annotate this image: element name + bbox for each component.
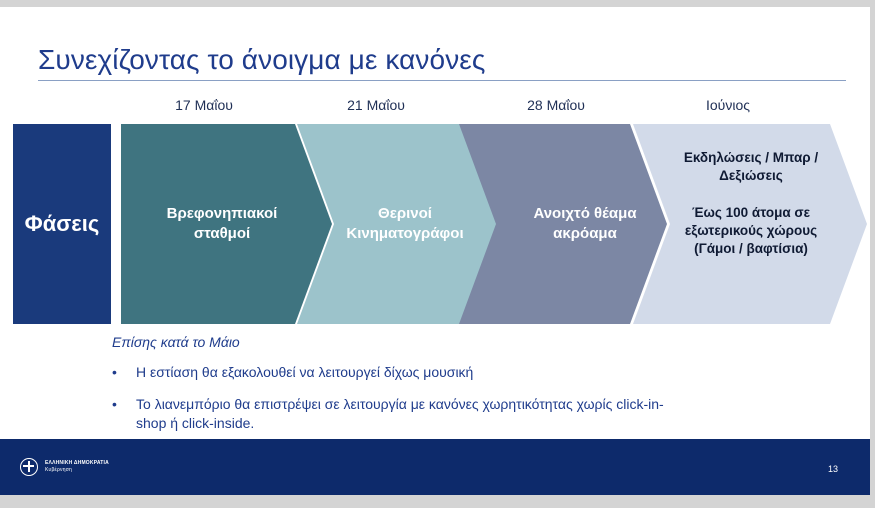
- slide: [0, 7, 870, 495]
- gov-line-2: Κυβέρνηση: [45, 467, 72, 473]
- bullet-text-2: Το λιανεμπόριο θα επιστρέψει σε λειτουργία με κανόνες χωρητικότητας χωρίς click-in-shop ή click-inside.: [136, 396, 664, 431]
- phase-1-text: Βρεφονηπιακοί σταθμοί: [166, 205, 278, 242]
- bullet-text-1: Η εστίαση θα εξακολουθεί να λειτουργεί δίχως μουσική: [136, 364, 474, 380]
- phases-label: Φάσεις: [24, 211, 100, 236]
- bullet-item-2: [112, 395, 712, 435]
- bullet-dot-icon: •: [112, 364, 117, 380]
- greek-cross-emblem-icon: [20, 458, 38, 476]
- government-logo-text: [45, 460, 109, 474]
- phase-4-text-line1: Εκδηλώσεις / Μπαρ / Δεξιώσεις: [683, 150, 819, 183]
- phase-3-text: Ανοιχτό θέαμα ακρόαμα: [533, 205, 637, 242]
- date-label-4: Ιούνιος: [706, 97, 750, 113]
- date-label-2: 21 Μαΐου: [347, 97, 405, 113]
- bullet-item-1: [112, 363, 712, 383]
- bullet-dot-icon: •: [112, 396, 117, 412]
- page-number: 13: [827, 464, 838, 474]
- slide-title: Συνεχίζοντας το άνοιγμα με κανόνες: [38, 44, 486, 75]
- footer-bar: [0, 439, 870, 495]
- also-heading: Επίσης κατά το Μάιο: [112, 334, 240, 350]
- gov-line-1: ΕΛΛΗΝΙΚΗ ΔΗΜΟΚΡΑΤΙΑ: [45, 460, 109, 466]
- date-label-1: 17 Μαΐου: [175, 97, 233, 113]
- phase-2-text: Θερινοί Κινηματογράφοι: [346, 205, 464, 242]
- date-label-3: 28 Μαΐου: [527, 97, 585, 113]
- phase-4-text-line2: Έως 100 άτομα σε εξωτερικούς χώρους (Γάμοι / βαφτίσια): [684, 205, 818, 256]
